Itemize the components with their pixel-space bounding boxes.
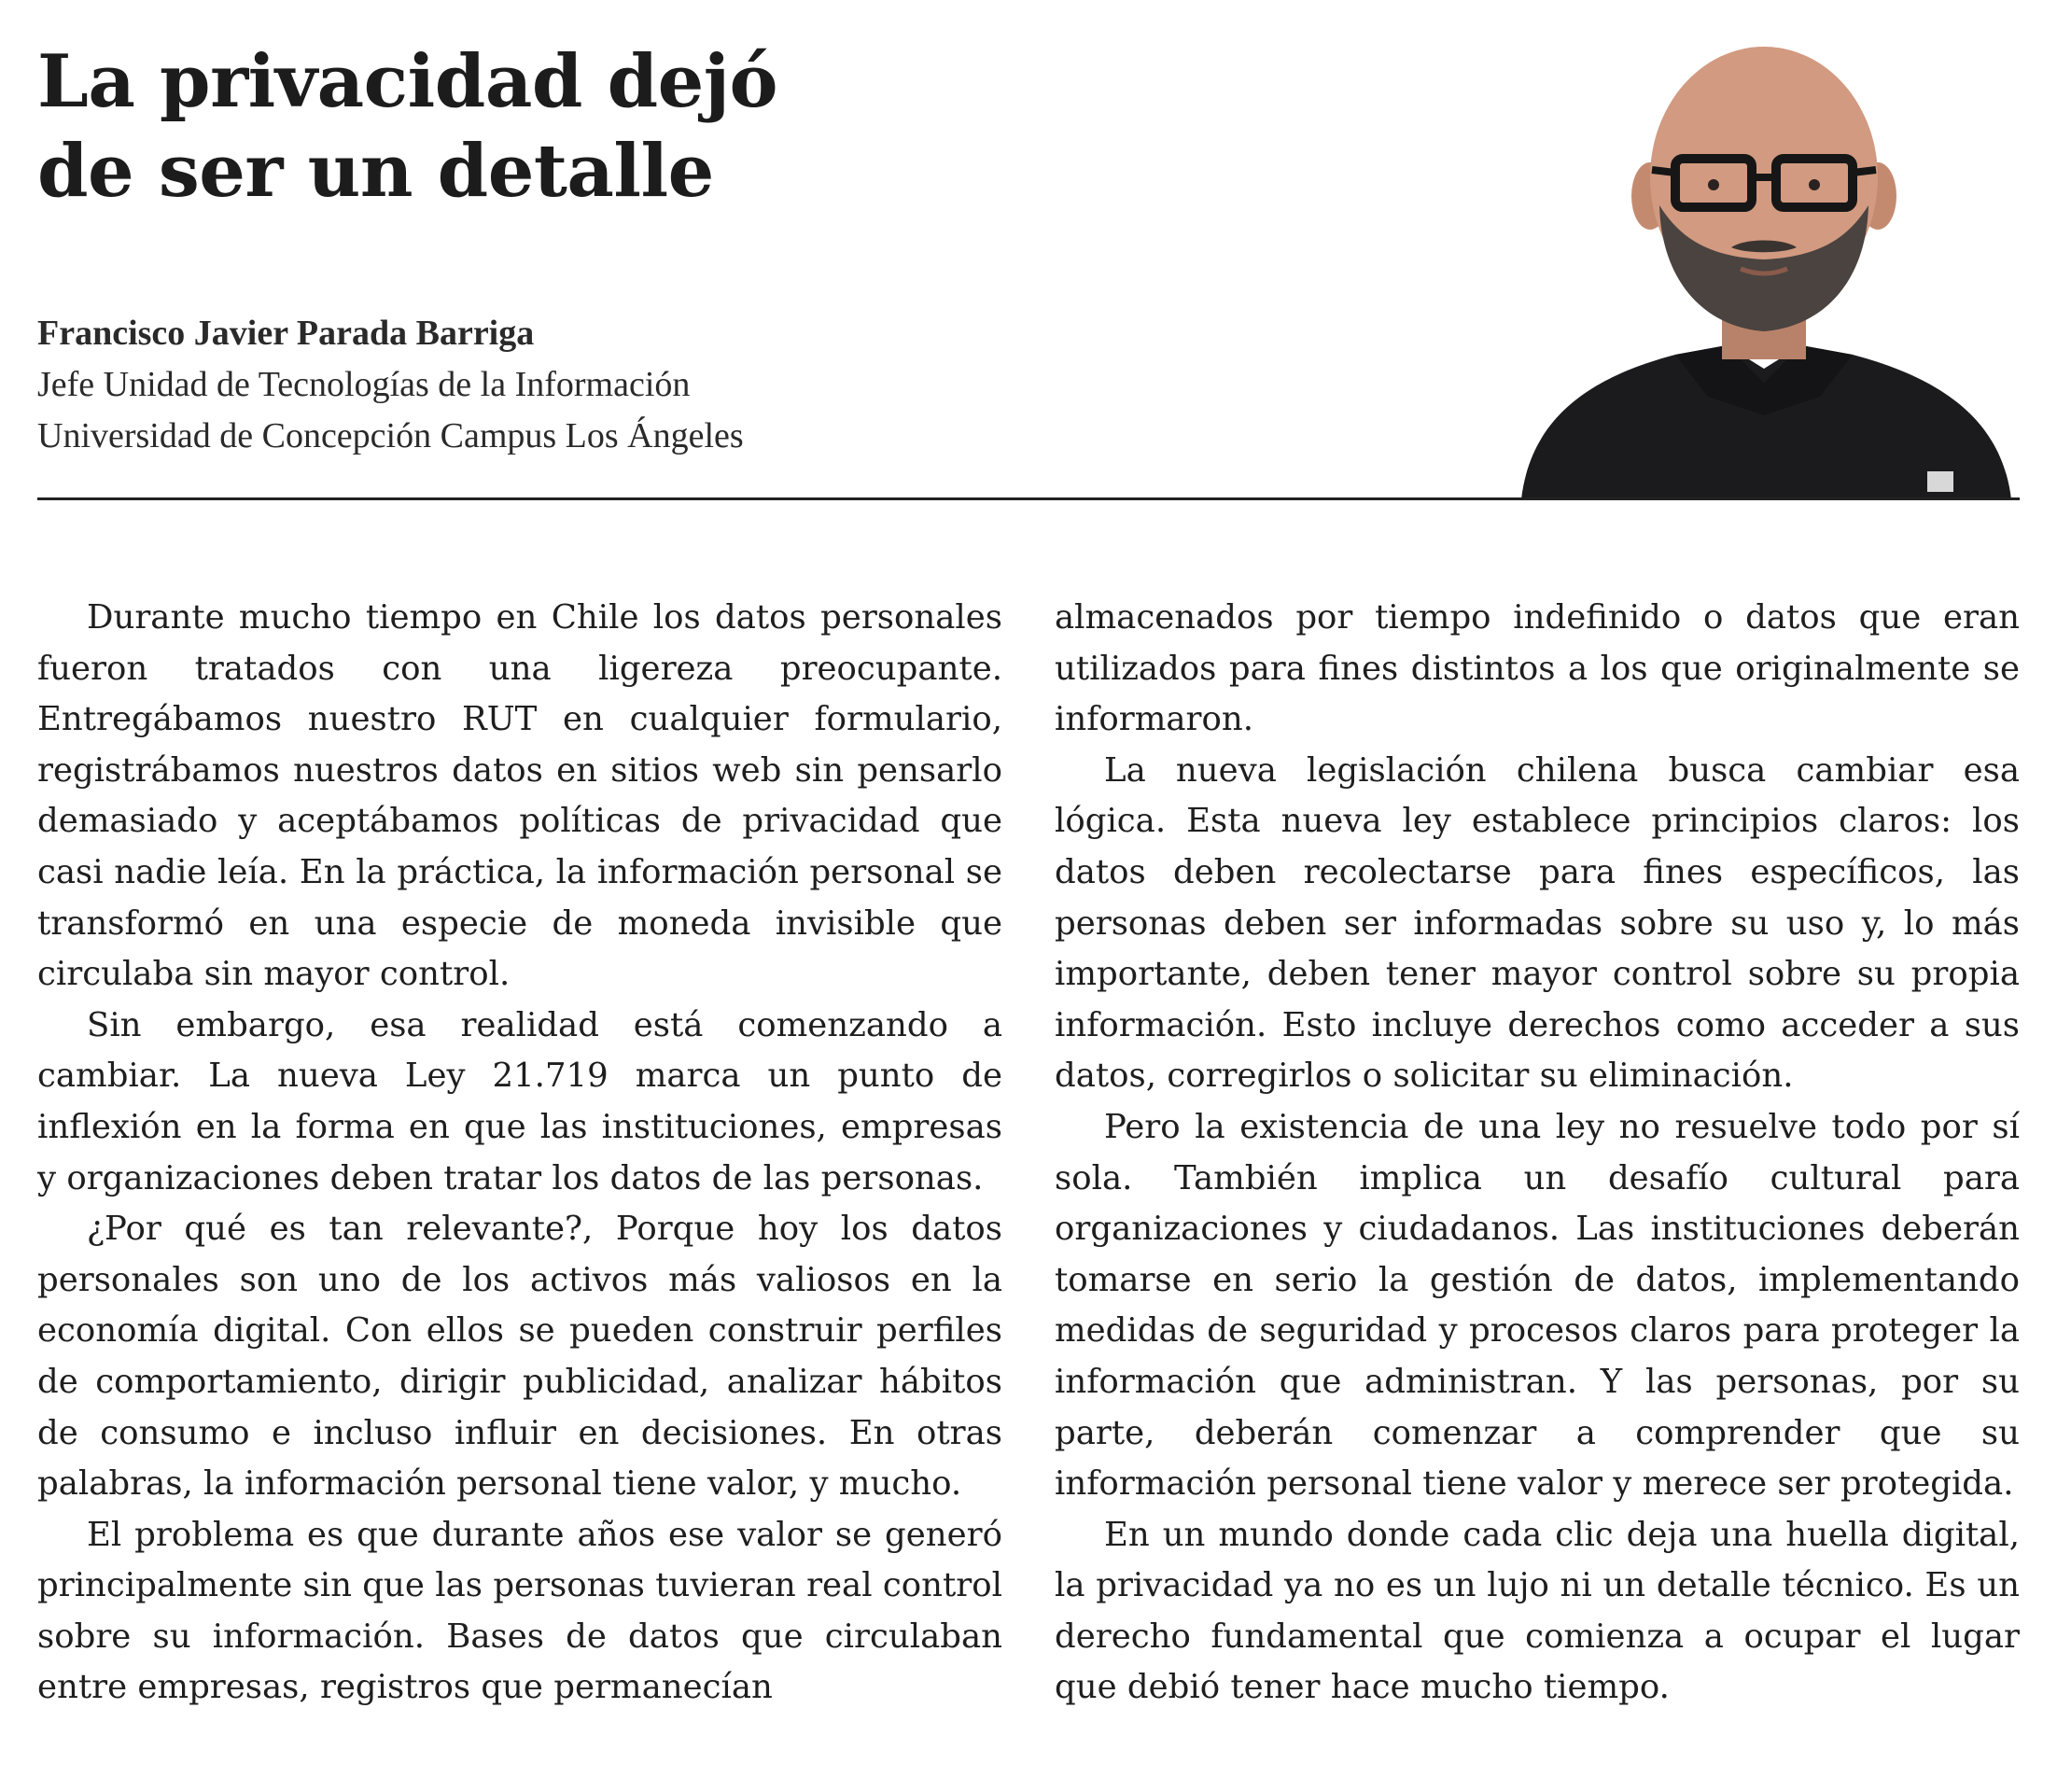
paragraph: La nueva legislación chilena busca cambiar esa lógica. Esta nueva ley establece principios claros: los datos deben recolectarse para fines específicos, las personas deben ser informadas sobre su uso y, lo más importante, deben tener mayor control sobre su propia información. Esto incluye derechos como acceder a sus datos, corregirlos o solicitar su eliminación.: [1055, 750, 2020, 1096]
title-line-1: La privacidad dejó: [37, 39, 777, 124]
author-role: Jefe Unidad de Tecnologías de la Información: [37, 365, 691, 404]
paragraph-continued: almacenados por tiempo indefinido o datos que eran utilizados para fines distintos a los que originalmente se informaron.: [1055, 598, 2020, 739]
author-organization: Universidad de Concepción Campus Los Ángeles: [37, 416, 744, 455]
header-divider: [37, 497, 2020, 500]
paragraph: Durante mucho tiempo en Chile los datos personales fueron tratados con una ligereza preocupante. Entregábamos nuestro RUT en cualquier formulario, registrábamos nuestros datos en sitios web sin pensarlo demasiado y aceptábamos políticas de privacidad que casi nadie leía. En la práctica, la información personal se transformó en una especie de moneda invisible que circulaba sin mayor control.: [37, 598, 1002, 994]
author-block: [37, 308, 744, 462]
article-title: [37, 37, 777, 217]
paragraph: En un mundo donde cada clic deja una huella digital, la privacidad ya no es un lujo ni un detalle técnico. Es un derecho fundamental que comienza a ocupar el lugar que debió tener hace mucho tiempo.: [1055, 1515, 2020, 1707]
title-line-2: de ser un detalle: [37, 129, 714, 214]
article-right-column: [1055, 593, 2020, 1714]
author-portrait-icon: [1512, 47, 2016, 499]
paragraph: El problema es que durante años ese valor se generó principalmente sin que las personas tuvieran real control sobre su información. Bases de datos que circulaban entre empresas, registros que permanecían: [37, 1515, 1002, 1707]
article-left-column: [37, 593, 1002, 1714]
paragraph: ¿Por qué es tan relevante?, Porque hoy los datos personales son uno de los activos más valiosos en la economía digital. Con ellos se pueden construir perfiles de comportamiento, dirigir publicidad, analizar hábitos de consumo e incluso influir en decisiones. En otras palabras, la información personal tiene valor, y mucho.: [37, 1210, 1002, 1504]
paragraph: Pero la existencia de una ley no resuelve todo por sí sola. También implica un desafío cultural para organizaciones y ciudadanos. Las instituciones deberán tomarse en serio la gestión de datos, implementando medidas de seguridad y procesos claros para proteger la información que administran. Y las personas, por su parte, deberán comenzar a comprender que su información personal tiene valor y merece ser protegida.: [1055, 1107, 2020, 1504]
author-name: Francisco Javier Parada Barriga: [37, 314, 535, 353]
paragraph: Sin embargo, esa realidad está comenzando a cambiar. La nueva Ley 21.719 marca un punto de inflexión en la forma en que las instituciones, empresas y organizaciones deben tratar los datos de las personas.: [37, 1005, 1002, 1197]
